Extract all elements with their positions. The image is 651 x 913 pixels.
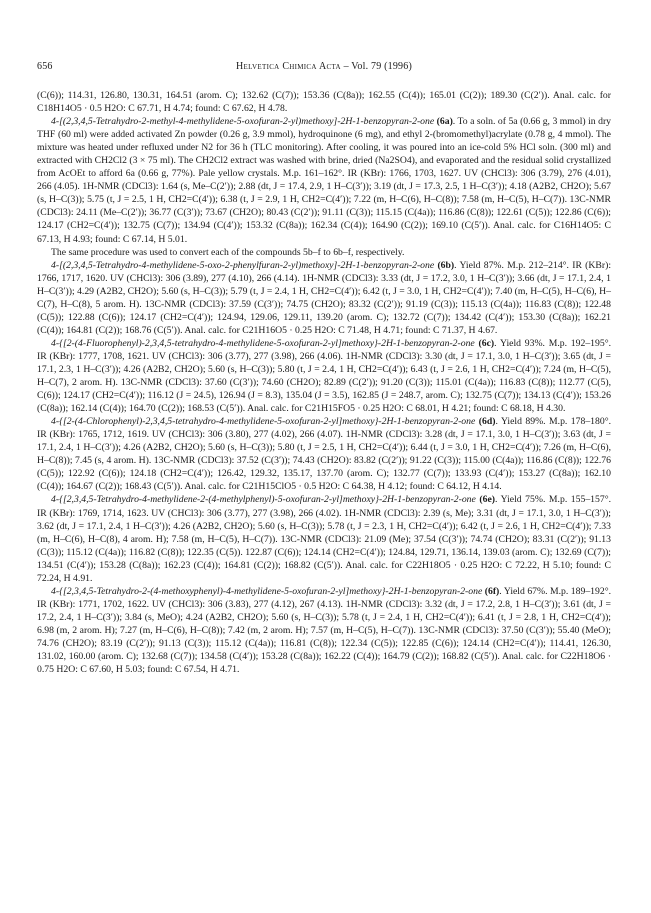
compound-title: 4-{[2,3,4,5-Tetrahydro-2-(4-methoxyphenyl)-4-methylidene-5-oxofuran-2-yl]methoxy}-2H-1-benzopyran-2-one: [51, 585, 483, 597]
compound-label: (6f): [484, 585, 500, 597]
compound-label: (6c): [478, 337, 495, 349]
compound-entry-6b: [37, 259, 611, 337]
paragraph: [37, 89, 611, 115]
compound-text: . Yield 93%. M.p. 192–195°. IR (KBr): 1777, 1708, 1621. UV (CHCl3): 306 (3.77), 277 (3.98), 266 (4.06). 1H-NMR (CDCl3): 3.30 (dt, J = 17.1, 3.0, 1 H–C(3′)); 3.65 (dt, J = 17.1, 2.3, 1 H–C(3′)); 4.26 (A2B2, CH2O); 5.60 (s, H–C(3)); 5.80 (t, J = 2.4, 1 H, CH2=C(4′)); 6.43 (t, J = 2.6, 1 H, CH2=C(4′)); 7.24 (m, H–C(5), H–C(7), 2 arom. H). 13C-NMR (CDCl3): 37.60 (C(3′)); 74.60 (CH2O); 82.89 (C(2′)); 91.20 (C(3)); 115.01 (C(4a)); 116.83 (C(8)); 112.77 (C(5), C(6)); 124.17 (CH2=C(4′)); 116.12 (J = 24.5), 126.94 (J = 8.3), 135.04 (J = 3.5), 162.85 (J = 248.7, arom. C); 132.75 (C(7)); 134.13 (C(4′)); 153.26 (C(8a)); 162.14 (C(4)); 164.70 (C(2)); 168.53 (C(5′)). Anal. calc. for C21H15FO5 · 0.25 H2O: C 68.01, H 4.21; found: C 68.18, H 4.30.: [37, 337, 612, 415]
compound-text: . Yield 89%. M.p. 178–180°. IR (KBr): 1765, 1712, 1619. UV (CHCl3): 306 (3.80), 277 (4.02), 266 (4.07). 1H-NMR (CDCl3): 3.28 (dt, J = 17.1, 3.0, 1 H–C(3′)); 3.63 (dt, J = 17.1, 2.4, 1 H–C(3′)); 4.26 (A2B2, CH2O); 5.60 (s, H–C(3)); 5.80 (t, J = 2.5, 1 H, CH2=C(4′)); 6.44 (t, J = 3.0, 1 H, CH2=C(4′)); 7.26 (m, H–C(6), H–C(8)); 7.45 (s, 4 arom. H). 13C-NMR (CDCl3): 37.52 (C(3′)); 74.43 (CH2O): 83.82 (C(2′)); 91.22 (C(3)); 115.00 (C(4a)); 116.86 (C(8)); 122.76 (C(5)); 122.92 (C(6)); 124.18 (CH2=C(4′)); 126.42, 129.32, 135.17, 137.70 (arom. C); 132.77 (C(7)); 133.93 (C(4′)); 153.27 (C(8a)); 162.10 (C(4)); 164.67 (C(2)); 168.43 (C(5′)). Anal. calc. for C21H15ClO5 · 0.5 H2O: C 64.38, H 4.12; found: C 64.12, H 4.14.: [37, 416, 612, 493]
compound-label: (6a): [436, 116, 453, 128]
paragraph-text: (C(6)); 114.31, 126.80, 130.31, 164.51 (arom. C); 132.62 (C(7)); 153.36 (C(8a)); 162.55 (C(4)); 165.01 (C(2)); 189.30 (C(2′)). Anal. calc. for C18H14O5 · 0.5 H2O: C 67.71, H 4.74; found: C 67.62, H 4.78.: [37, 90, 611, 115]
compound-text: . Yield 75%. M.p. 155–157°. IR (KBr): 1769, 1714, 1623. UV (CHCl3): 306 (3.77), 277 (3.98), 266 (4.02). 1H-NMR (CDCl3): 2.39 (s, Me); 3.31 (dt, J = 17.1, 3.0, 1 H–C(3′)); 3.62 (dt, J = 17.1, 2.4, 1 H–C(3′)); 4.26 (A2B2, CH2O); 5.60 (s, H–C(3)); 5.78 (t, J = 2.3, 1 H, CH2=C(4′)); 6.42 (t, J = 2.6, 1 H, CH2=C(4′)); 7.33 (m, H–C(6), H–C(8), 4 arom. H); 7.58 (m, H–C(5), H–C(7)). 13C-NMR (CDCl3): 21.09 (Me); 37.54 (C(3′)); 74.74 (CH2O); 83.31 (C(2′)); 91.13 (C(3)); 115.12 (C(4a)); 116.82 (C(8)); 122.35 (C(5)). 122.87 (C(6)); 124.14 (CH2=C(4′)); 124.84, 129.71, 136.14, 139.03 (arom. C); 132.69 (C(7)); 134.51 (C(4′)); 153.28 (C(8a)); 162.23 (C(4)); 164.81 (C(2)); 168.82 (C(5′)). Anal. calc. for C22H18O5 · 0.25 H2O: C 72.22, H 5.10; found: C 72.24, H 4.91.: [37, 494, 612, 584]
compound-text: . To a soln. of 5a (0.66 g, 3 mmol) in dry THF (60 ml) were added activated Zn powder (0.26 g, 3.9 mmol), hydroquinone (6 mg), and ethyl 2-(bromomethyl)acrylate (0.78 g, 4 mmol). The mixture was heated under refluxed under N2 for 36 h (TLC monitoring). After cooling, it was poured into an ice-cold 5% HCl soln. (300 ml) and extracted with CH2Cl2 (3 × 75 ml). The CH2Cl2 extract was washed with brine, dried (Na2SO4), and evaporated and the residual solid crystallized from AcOEt to afford 6a (0.66 g, 77%). Pale yellow crystals. M.p. 161–162°. IR (KBr): 1766, 1703, 1627. UV (CHCl3): 306 (3.79), 276 (4.01), 266 (4.05). 1H-NMR (CDCl3): 1.64 (s, Me–C(2′)); 2.88 (dt, J = 17.4, 2.9, 1 H–C(3′)); 3.19 (dt, J = 17.3, 2.5, 1 H–C(3′)); 4.18 (A2B2, CH2O); 5.67 (s, H–C(3)); 5.75 (t, J = 2.5, 1 H, CH2=C(4′)); 6.38 (t, J = 2.9, 1 H, CH2=C(4′)); 7.22 (m, H–C(6), H–C(8)); 7.58 (m, H–C(5), H–C(7)). 13C-NMR (CDCl3): 24.11 (Me–C(2′)); 36.77 (C(3′)); 73.67 (CH2O); 80.43 (C(2′)); 91.11 (C(3)); 115.15 (C(4a)); 116.86 (C(8)); 122.61 (C(5)); 122.86 (C(6)); 124.17 (CH2=C(4′)); 132.75 (C(7)); 134.94 (C(4′)); 153.32 (C(8a)); 162.34 (C(4)); 164.90 (C(2)); 169.10 (C(5′)). Anal. calc. for C16H14O5: C 67.13, H 4.93; found: C 67.14, H 5.01.: [37, 116, 612, 245]
journal-page: [37, 60, 611, 676]
journal-volume: – Vol. 79 (1996): [343, 61, 412, 72]
compound-title: 4-{[2-(4-Fluorophenyl)-2,3,4,5-tetrahydro-4-methylidene-5-oxofuran-2-yl]methoxy}-2H-1-benzopyran-2-one: [51, 337, 475, 349]
paragraph: [37, 246, 611, 259]
compound-title: 4-{[2-(4-Chlorophenyl)-2,3,4,5-tetrahydro-4-methylidene-5-oxofuran-2-yl]methoxy}-2H-1-benzopyran-2-one: [51, 416, 476, 428]
compound-label: (6e): [479, 494, 495, 506]
journal-citation: [37, 60, 611, 73]
compound-entry-6e: [37, 493, 611, 584]
journal-name: Helvetica Chimica Acta: [236, 61, 341, 72]
compound-entry-6d: [37, 415, 611, 493]
compound-label: (6b): [437, 259, 455, 271]
page-number: 656: [37, 61, 53, 72]
compound-text: . Yield 87%. M.p. 212–214°. IR (KBr): 1766, 1717, 1620. UV (CHCl3): 306 (3.89), 277 (4.10), 266 (4.14). 1H-NMR (CDCl3): 3.33 (dt, J = 17.2, 3.0, 1 H–C(3′)); 3.66 (dt, J = 17.1, 2.4, 1 H–C(3′)); 4.29 (A2B2, CH2O); 5.60 (s, H–C(3)); 5.79 (t, J = 2.4, 1 H, CH2=C(4′)); 6.42 (t, J = 3.0, 1 H, CH2=C(4′)); 7.40 (m, H–C(5), H–C(6), H–C(7), H–C(8), 5 arom. H). 13C-NMR (CDCl3): 37.59 (C(3′)); 74.75 (CH2O); 83.32 (C(2′)); 91.19 (C(3)); 115.13 (C(4a)); 116.83 (C(8)); 122.48 (C(5)); 122.88 (C(6)); 124.17 (CH2=C(4′)); 124.94, 129.06, 129.11, 139.20 (arom. C); 132.72 (C(7)); 134.42 (C(4′)); 153.30 (C(8a)); 162.21 (C(4)); 164.81 (C(2)); 168.76 (C(5′)). Anal. calc. for C21H16O5 · 0.25 H2O: C 71.48, H 4.71; found: C 71.37, H 4.67.: [37, 259, 612, 336]
compound-title: 4-{[2,3,4,5-Tetrahydro-4-methylidene-2-(4-methylphenyl)-5-oxofuran-2-yl]methoxy}-2H-1-benzopyran-2-one: [51, 494, 476, 506]
compound-title: 4-[(2,3,4,5-Tetrahydro-2-methyl-4-methylidene-5-oxofuran-2-yl)methoxy]-2H-1-benzopyran-2-one: [51, 116, 435, 128]
compound-entry-6f: [37, 585, 611, 676]
paragraph-text: The same procedure was used to convert each of the compounds 5b–f to 6b–f, respectively.: [51, 246, 405, 258]
compound-label: (6d): [478, 416, 496, 428]
compound-entry-6a: [37, 115, 611, 245]
running-header: [37, 60, 611, 73]
compound-title: 4-[(2,3,4,5-Tetrahydro-4-methylidene-5-oxo-2-phenylfuran-2-yl)methoxy]-2H-1-benzopyran-2-one: [51, 259, 435, 271]
compound-entry-6c: [37, 337, 611, 415]
compound-text: . Yield 67%. M.p. 189–192°. IR (KBr): 1771, 1702, 1622. UV (CHCl3): 306 (3.83), 277 (4.12), 267 (4.13). 1H-NMR (CDCl3): 3.32 (dt, J = 17.2, 2.8, 1 H–C(3′)); 3.61 (dt, J = 17.2, 2.4, 1 H–C(3′)); 3.84 (s, MeO); 4.24 (A2B2, CH2O); 5.60 (s, H–C(3)); 5.78 (t, J = 2.4, 1 H, CH2=C(4′)); 6.41 (t, J = 2.8, 1 H, CH2=C(4′)); 6.98 (m, 2 arom. H); 7.27 (m, H–C(6), H–C(8)); 7.42 (m, 2 arom. H); 7.57 (m, H–C(5), H–C(7)). 13C-NMR (CDCl3): 37.50 (C(3′)); 55.40 (MeO); 74.76 (CH2O); 83.19 (C(2′)); 91.13 (C(3)); 115.12 (C(4a)); 116.81 (C(8)); 122.34 (C(5)); 122.85 (C(6)); 124.14 (CH2=C(4′)); 114.41, 126.30, 131.02, 160.00 (arom. C); 132.68 (C(7)); 134.58 (C(4′)); 153.28 (C(8a)); 162.22 (C(4)); 164.79 (C(2)); 168.82 (C(5′)). Anal. calc. for C22H18O6 · 0.75 H2O: C 67.60, H 5.03; found: C 67.54, H 4.71.: [37, 585, 612, 676]
